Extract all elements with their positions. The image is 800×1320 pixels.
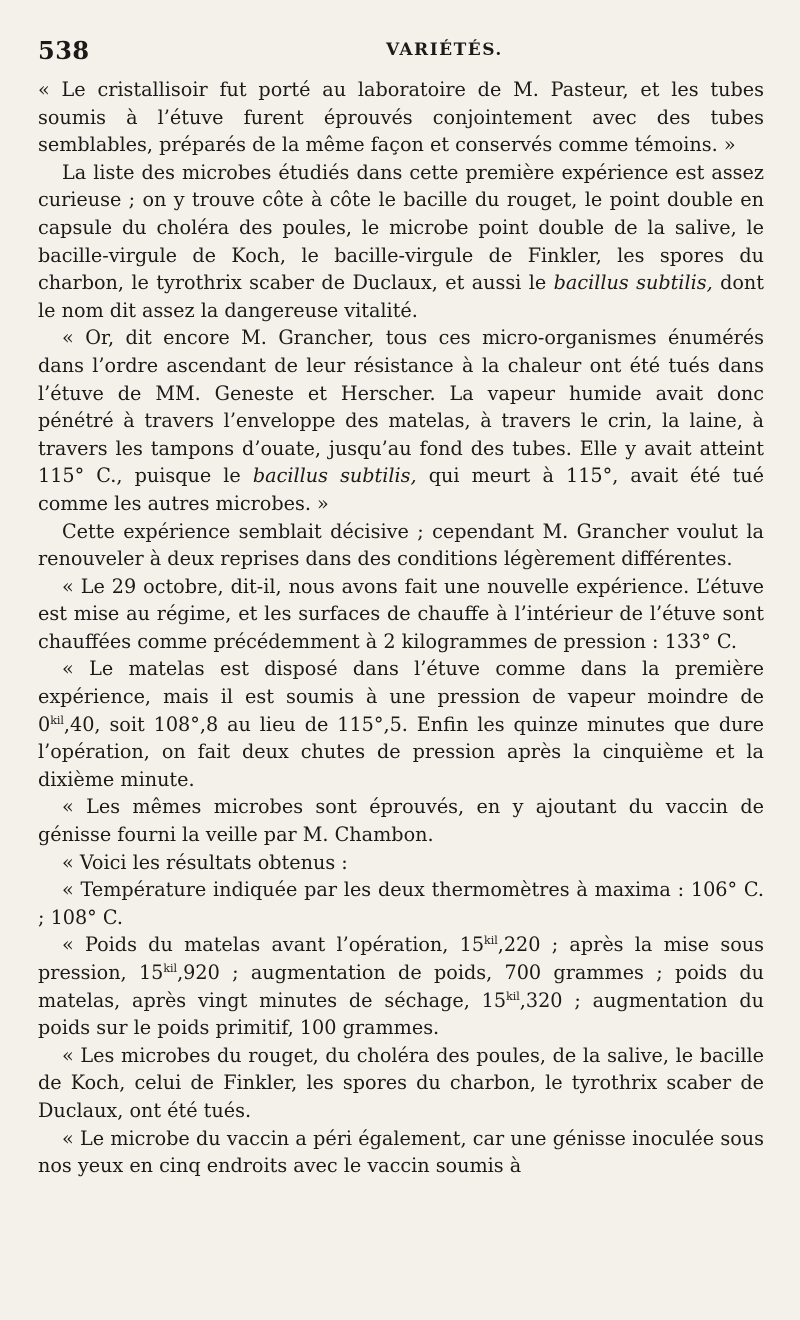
paragraph <box>38 931 764 1041</box>
text-run: « Voici les résultats obtenus : <box>62 850 348 874</box>
unit-superscript: kil <box>484 934 498 948</box>
running-head: VARIÉTÉS. <box>386 40 503 60</box>
paragraph <box>38 849 764 877</box>
paragraph <box>38 324 764 517</box>
paragraph <box>38 159 764 325</box>
page-number: 538 <box>38 36 90 65</box>
text-run: « Le cristallisoir fut porté au laboratoire de M. Pasteur, et les tubes soumis à l’étuve furent éprouvés conjointement avec des tubes semblables, préparés de la même façon et conservés comme témoins. » <box>38 78 764 157</box>
paragraph <box>38 573 764 656</box>
paragraph <box>38 876 764 931</box>
paragraph <box>38 655 764 793</box>
italic-run: bacillus subtilis, <box>553 271 713 295</box>
text-run: « Le matelas est disposé dans l’étuve comme dans la première expérience, mais il est soumis à une pression de vapeur moindre de 0 <box>38 657 764 736</box>
text-run: « Le 29 octobre, dit-il, nous avons fait une nouvelle expérience. L’étuve est mise au régime, et les surfaces de chauffe à l’intérieur de l’étuve sont chauffées comme précédemment à 2 kilogrammes de pression : 133° C. <box>38 574 764 653</box>
text-run: « Les mêmes microbes sont éprouvés, en y ajoutant du vaccin de génisse fourni la veille par M. Chambon. <box>38 795 764 847</box>
page-header <box>38 36 768 66</box>
unit-superscript: kil <box>506 989 520 1003</box>
paragraph <box>38 793 764 848</box>
unit-superscript: kil <box>50 713 64 727</box>
text-run: « Poids du matelas avant l’opération, 15 <box>62 933 485 957</box>
paragraph <box>38 1042 764 1125</box>
text-run: qui meurt à 115°, avait été tué comme les autres microbes. » <box>38 464 764 515</box>
body-text <box>38 76 764 1180</box>
unit-superscript: kil <box>163 962 178 975</box>
text-run: « Température indiquée par les deux thermomètres à maxima : 106° C. ; 108° C. <box>38 878 764 929</box>
text-run: ,40, soit 108°,8 au lieu de 115°,5. Enfin les quinze minutes que dure l’opération, on fait deux chutes de pression après la cinquième et la dixième minute. <box>38 712 764 791</box>
text-run: ,920 ; augmentation de poids, 700 grammes ; poids du matelas, après vingt minutes de séchage, 15 <box>38 961 765 1012</box>
text-run: Cette expérience semblait décisive ; cependant M. Grancher voulut la renouveler à deux reprises dans des conditions légèrement différentes. <box>38 519 764 571</box>
text-run: La liste des microbes étudiés dans cette première expérience est assez curieuse ; on y trouve côte à côte le bacille du rouget, le point double en capsule du choléra des poules, le microbe point double de la salive, le bacille-virgule de Koch, le bacille-virgule de Finkler, les spores du charbon, le tyrothrix scaber de Duclaux, et aussi le <box>38 160 764 295</box>
italic-run: bacillus subtilis, <box>252 464 417 488</box>
text-run: « Le microbe du vaccin a péri également, car une génisse inoculée sous nos yeux en cinq endroits avec le vaccin soumis à <box>38 1126 764 1178</box>
text-run: ,320 ; augmentation du poids sur le poids primitif, 100 grammes. <box>38 988 764 1040</box>
paragraph <box>38 1125 764 1180</box>
text-run: « Les microbes du rouget, du choléra des poules, de la salive, le bacille de Koch, celui de Finkler, les spores du charbon, le tyrothrix scaber de Duclaux, ont été tués. <box>38 1043 764 1122</box>
text-run: ,220 ; après la mise sous pression, 15 <box>38 933 764 984</box>
paragraph <box>38 518 764 573</box>
text-run: « Or, dit encore M. Grancher, tous ces micro-organismes énumérés dans l’ordre ascendant de leur résistance à la chaleur ont été tués dans l’étuve de MM. Geneste et Herscher. La vapeur humide avait donc pénétré à travers l’enveloppe des matelas, à travers le crin, la laine, à travers les tampons d’ouate, jusqu’au fond des tubes. Elle y avait atteint 115° C., puisque le <box>38 326 764 488</box>
paragraph <box>38 76 764 159</box>
text-run: dont le nom dit assez la dangereuse vitalité. <box>38 271 764 322</box>
